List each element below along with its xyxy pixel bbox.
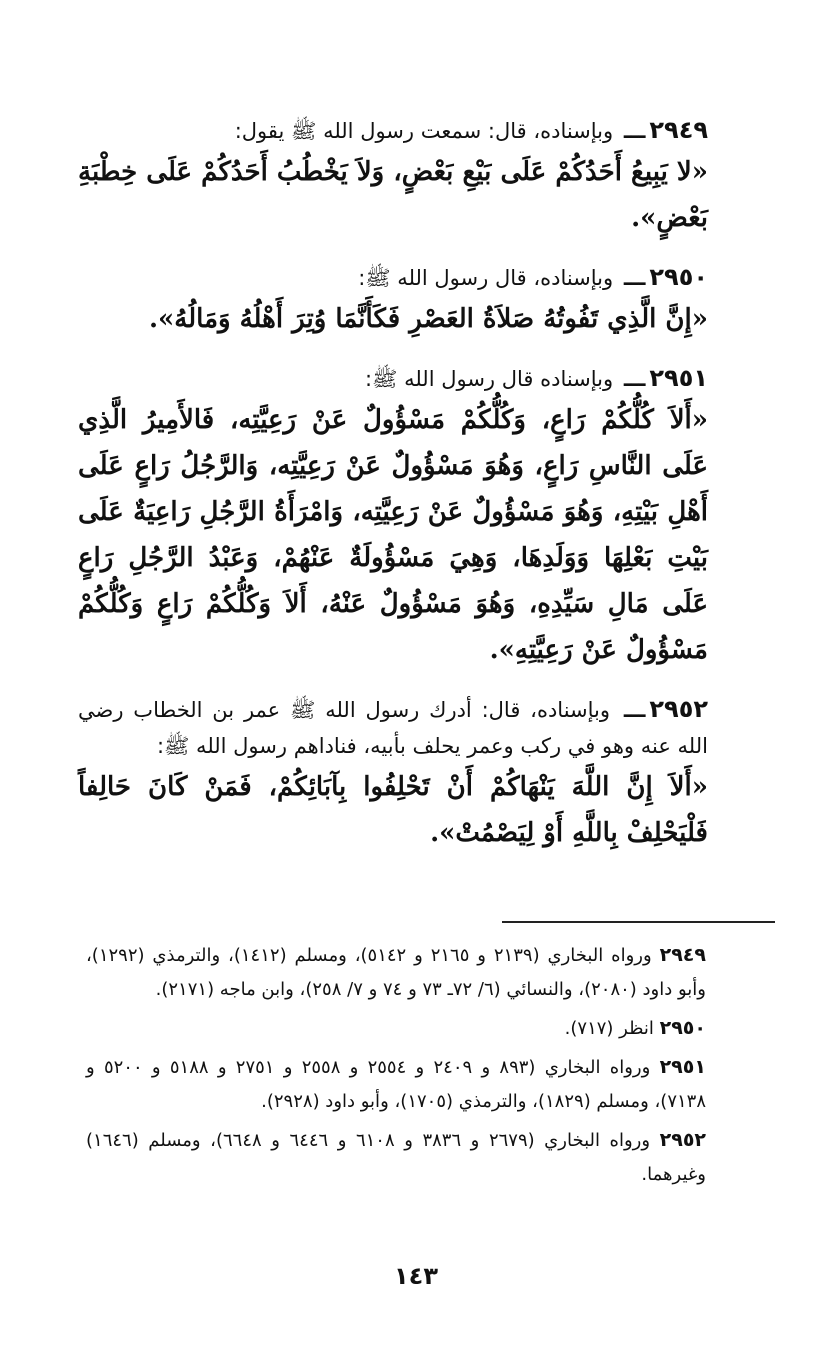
hadith-2950 xyxy=(78,259,708,342)
hadith-body xyxy=(78,112,708,874)
hadith-text: «إِنَّ الَّذِي تَفُوتُهُ صَلاَةُ العَصْرِ فَكَأَنَّمَا وُتِرَ أَهْلُهُ وَمَالُهُ». xyxy=(149,304,708,334)
hadith-text: «أَلاَ كُلُّكُمْ رَاعٍ، وَكُلُّكُمْ مَسْؤُولٌ عَنْ رَعِيَّتِه، فَالأَمِيرُ الَّذِي عَلَى النَّاسِ رَاعٍ، وَهُوَ مَسْؤُولٌ عَنْ رَعِيَّتِه، وَالرَّجُلُ رَاعٍ عَلَى أَهْلِ بَيْتِهِ، وَهُوَ مَسْؤُولٌ عَنْ رَعِيَّتِه، وَامْرَأَةُ الرَّجُلِ رَاعِيَةٌ عَلَى بَيْتِ بَعْلِهَا وَوَلَدِهَا، وَهِيَ مَسْؤُولَةٌ عَنْهُمْ، وَعَبْدُ الرَّجُلِ رَاعٍ عَلَى مَالِ سَيِّدِهِ، وَهُوَ مَسْؤُولٌ عَنْهُ، أَلاَ وَكُلُّكُمْ رَاعٍ وَكُلُّكُمْ مَسْؤُولٌ عَنْ رَعِيَّتِهِ». xyxy=(78,405,708,665)
hadith-2949 xyxy=(78,112,708,241)
hadith-number: ٢٩٥٠ xyxy=(649,263,708,291)
hadith-2951 xyxy=(78,360,708,673)
hadith-intro: وبإسناده، قال: سمعت رسول الله ﷺ يقول: xyxy=(234,119,614,143)
footnote-number: ٢٩٥١ xyxy=(659,1056,706,1078)
dash: ـــ xyxy=(623,367,646,391)
footnote-text: انظر (٧١٧). xyxy=(564,1018,654,1039)
hadith-intro: وبإسناده، قال: أدرك رسول الله ﷺ عمر بن الخطاب رضي الله عنه وهو في ركب وعمر يحلف بأبيه، فناداهم رسول الله ﷺ: xyxy=(78,698,708,758)
hadith-intro: وبإسناده قال رسول الله ﷺ: xyxy=(364,367,614,391)
dash: ـــ xyxy=(623,266,646,290)
dash: ـــ xyxy=(623,119,646,143)
hadith-2952 xyxy=(78,691,708,856)
footnotes xyxy=(86,938,706,1196)
hadith-intro: وبإسناده، قال رسول الله ﷺ: xyxy=(358,266,614,290)
footnote xyxy=(86,938,706,1007)
hadith-number: ٢٩٥٢ xyxy=(649,695,708,723)
footnote-text: ورواه البخاري (٢٦٧٩ و ٣٨٣٦ و ٦١٠٨ و ٦٤٤٦ و ٦٦٤٨)، ومسلم (١٦٤٦) وغيرهما. xyxy=(86,1130,706,1185)
footnote-number: ٢٩٥٠ xyxy=(659,1017,706,1039)
footnote-divider xyxy=(502,921,775,923)
hadith-number: ٢٩٤٩ xyxy=(649,116,708,144)
footnote xyxy=(86,1123,706,1192)
hadith-text: «لا يَبِيعُ أَحَدُكُمْ عَلَى بَيْعِ بَعْضٍ، وَلاَ يَخْطُبُ أَحَدُكُمْ عَلَى خِطْبَةِ بَعْضٍ». xyxy=(78,157,708,233)
dash: ـــ xyxy=(623,698,646,722)
page-number: ١٤٣ xyxy=(394,1262,438,1290)
footnote-number: ٢٩٤٩ xyxy=(659,944,706,966)
footnote-text: ورواه البخاري (٨٩٣ و ٢٤٠٩ و ٢٥٥٤ و ٢٥٥٨ و ٢٧٥١ و ٥١٨٨ و ٥٢٠٠ و ٧١٣٨)، ومسلم (١٨٢٩)، والترمذي (١٧٠٥)، وأبو داود (٢٩٢٨). xyxy=(86,1057,706,1112)
hadith-number: ٢٩٥١ xyxy=(649,364,708,392)
hadith-text: «أَلاَ إِنَّ اللَّهَ يَنْهَاكُمْ أَنْ تَحْلِفُوا بِآبَائِكُمْ، فَمَنْ كَانَ حَالِفاً فَلْيَحْلِفْ بِاللَّهِ أَوْ لِيَصْمُتْ». xyxy=(78,772,708,848)
footnote xyxy=(86,1011,706,1046)
footnote-number: ٢٩٥٢ xyxy=(659,1129,707,1151)
footnote-text: ورواه البخاري (٢١٣٩ و ٢١٦٥ و ٥١٤٢)، ومسلم (١٤١٢)، والترمذي (١٢٩٢)، وأبو داود (٢٠٨٠)، والنسائي (٦/ ٧٢ـ ٧٣ و ٧٤ و ٧/ ٢٥٨)، وابن ماجه (٢١٧١). xyxy=(86,945,706,1000)
footnote xyxy=(86,1050,706,1119)
